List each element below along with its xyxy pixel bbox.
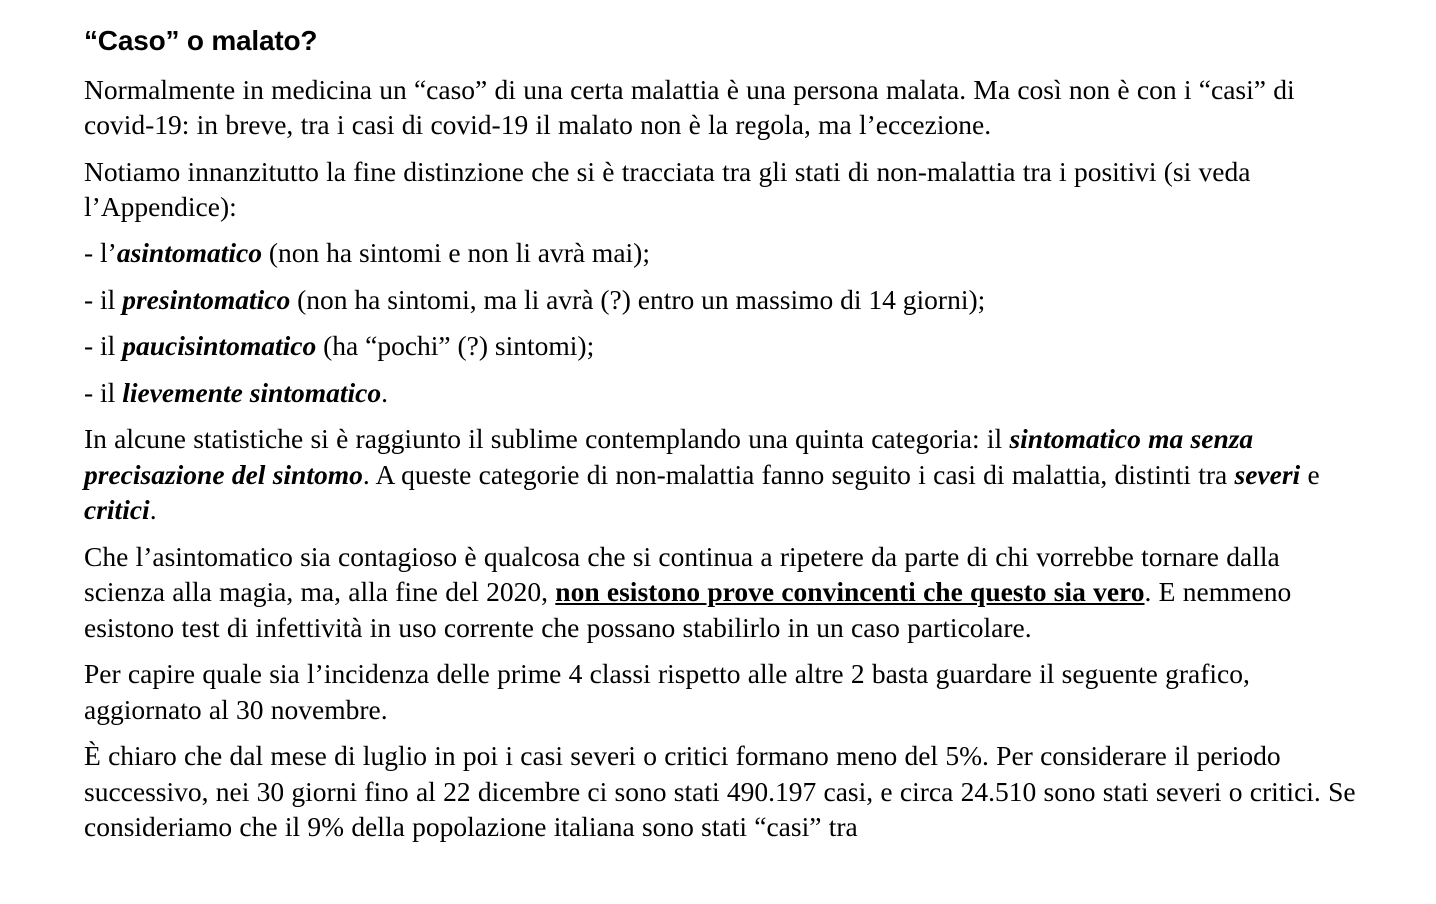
document-body bbox=[84, 72, 1366, 845]
paragraph-incidenza-classi: Per capire quale sia l’incidenza delle prime 4 classi rispetto alle altre 2 basta guardare il seguente grafico, aggiornato al 30 novembre. bbox=[84, 658, 1250, 725]
paragraph-asintomatico-contagioso: Che l’asintomatico sia contagioso è qualcosa che si continua a ripetere da parte di chi vorrebbe tornare dalla scienza alla magia, ma, alla fine del 2020, non esistono prove convincenti che questo sia vero. E nemmeno esistono test di infettività in uso corrente che possano stabilirlo in un caso particolare. bbox=[84, 540, 1292, 643]
paragraph-casi-severi-critici: È chiaro che dal mese di luglio in poi i casi severi o critici formano meno del 5%. Per considerare il periodo successivo, nei 30 giorni fino al 22 dicembre ci sono stati 490.197 casi, e circa 24.510 sono stati severi o critici. Se consideriamo che il 9% della popolazione italiana sono stati “casi” tra bbox=[84, 740, 1356, 843]
list-item-presintomatico: - il presintomatico (non ha sintomi, ma li avrà (?) entro un massimo di 14 giorni); bbox=[84, 283, 986, 315]
paragraph-quinta-categoria: In alcune statistiche si è raggiunto il sublime contemplando una quinta categoria: il sintomatico ma senza precisazione del sintomo. A queste categorie di non-malattia fanno seguito i casi di malattia, distinti tra severi e critici. bbox=[84, 423, 1320, 526]
page-title: “Caso” o malato? bbox=[84, 25, 318, 56]
paragraph-definizione-caso: Normalmente in medicina un “caso” di una certa malattia è una persona malata. Ma così non è con i “casi” di covid-19: in breve, tra i casi di covid-19 il malato non è la regola, ma l’eccezione. bbox=[84, 73, 1295, 141]
list-item-asintomatico: - l’asintomatico (non ha sintomi e non li avrà mai); bbox=[84, 237, 650, 269]
list-item-lievemente-sintomatico: - il lievemente sintomatico. bbox=[84, 376, 388, 408]
list-item-paucisintomatico: - il paucisintomatico (ha “pochi” (?) sintomi); bbox=[84, 330, 595, 362]
paragraph-distinzione-stati: Notiamo innanzitutto la fine distinzione che si è tracciata tra gli stati di non-malattia tra i positivi (si veda l’Appendice): bbox=[84, 155, 1251, 222]
